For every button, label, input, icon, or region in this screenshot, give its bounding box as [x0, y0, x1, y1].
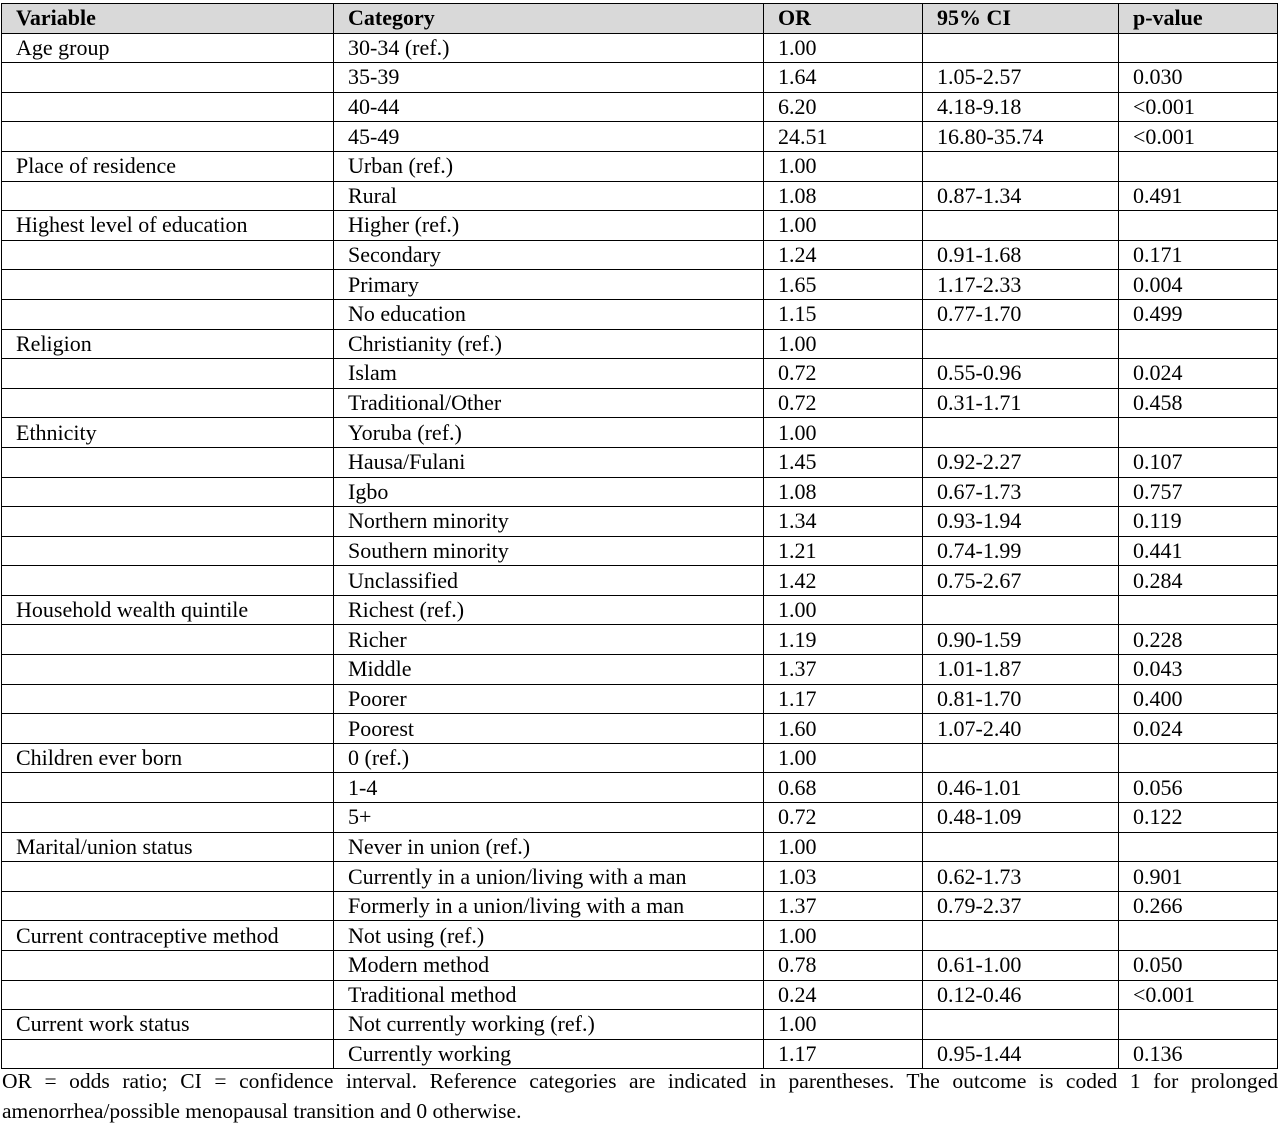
table-row	[2, 240, 1278, 270]
table-row	[2, 832, 1278, 862]
cell-variable	[2, 388, 334, 418]
cell-variable: Children ever born	[2, 743, 334, 773]
cell-or: 0.78	[764, 951, 923, 981]
cell-variable	[2, 714, 334, 744]
cell-ci	[923, 595, 1119, 625]
cell-p-value: 0.266	[1119, 891, 1278, 921]
cell-category: 1-4	[334, 773, 764, 803]
cell-ci: 0.91-1.68	[923, 240, 1119, 270]
cell-variable	[2, 773, 334, 803]
table-row	[2, 921, 1278, 951]
cell-category: Hausa/Fulani	[334, 447, 764, 477]
table-row	[2, 714, 1278, 744]
cell-p-value: 0.136	[1119, 1039, 1278, 1069]
cell-category: Poorer	[334, 684, 764, 714]
cell-p-value	[1119, 211, 1278, 241]
cell-category: Secondary	[334, 240, 764, 270]
cell-or: 1.34	[764, 507, 923, 537]
table-row	[2, 388, 1278, 418]
table-row	[2, 181, 1278, 211]
header-or: OR	[764, 4, 923, 34]
cell-variable: Household wealth quintile	[2, 595, 334, 625]
cell-ci: 1.07-2.40	[923, 714, 1119, 744]
odds-ratio-table	[1, 3, 1278, 1069]
cell-variable: Current work status	[2, 1010, 334, 1040]
cell-ci: 0.61-1.00	[923, 951, 1119, 981]
cell-p-value: <0.001	[1119, 122, 1278, 152]
table-row	[2, 92, 1278, 122]
cell-variable	[2, 862, 334, 892]
cell-variable	[2, 270, 334, 300]
cell-ci	[923, 211, 1119, 241]
table-footnote: OR = odds ratio; CI = confidence interval. Reference categories are indicated in parentheses. The outcome is coded 1 for prolonged amenorrhea/possible menopausal transition and 0 otherwise.	[2, 1069, 1278, 1123]
table-header-row	[2, 4, 1278, 34]
table-row	[2, 329, 1278, 359]
cell-ci: 0.12-0.46	[923, 980, 1119, 1010]
header-p-value: p-value	[1119, 4, 1278, 34]
cell-ci: 0.90-1.59	[923, 625, 1119, 655]
cell-ci	[923, 418, 1119, 448]
cell-or: 1.00	[764, 418, 923, 448]
cell-variable	[2, 477, 334, 507]
cell-p-value: 0.400	[1119, 684, 1278, 714]
cell-variable	[2, 299, 334, 329]
cell-variable	[2, 92, 334, 122]
cell-p-value: 0.004	[1119, 270, 1278, 300]
table-row	[2, 477, 1278, 507]
cell-ci: 1.05-2.57	[923, 63, 1119, 93]
cell-category: Traditional/Other	[334, 388, 764, 418]
cell-ci	[923, 743, 1119, 773]
cell-ci: 4.18-9.18	[923, 92, 1119, 122]
cell-p-value	[1119, 33, 1278, 63]
cell-p-value	[1119, 418, 1278, 448]
cell-or: 1.00	[764, 595, 923, 625]
cell-category: Not currently working (ref.)	[334, 1010, 764, 1040]
cell-category: Primary	[334, 270, 764, 300]
cell-variable	[2, 891, 334, 921]
cell-ci: 16.80-35.74	[923, 122, 1119, 152]
table-row	[2, 151, 1278, 181]
cell-p-value: 0.441	[1119, 536, 1278, 566]
cell-category: Rural	[334, 181, 764, 211]
cell-category: 5+	[334, 803, 764, 833]
header-category: Category	[334, 4, 764, 34]
cell-variable	[2, 447, 334, 477]
cell-or: 1.00	[764, 211, 923, 241]
cell-or: 1.64	[764, 63, 923, 93]
table-row	[2, 299, 1278, 329]
table-row	[2, 803, 1278, 833]
table-row	[2, 536, 1278, 566]
cell-category: 30-34 (ref.)	[334, 33, 764, 63]
cell-or: 1.60	[764, 714, 923, 744]
cell-ci	[923, 921, 1119, 951]
cell-or: 1.03	[764, 862, 923, 892]
cell-category: Urban (ref.)	[334, 151, 764, 181]
cell-ci	[923, 832, 1119, 862]
cell-ci	[923, 1010, 1119, 1040]
cell-category: Not using (ref.)	[334, 921, 764, 951]
cell-or: 1.00	[764, 151, 923, 181]
cell-category: 35-39	[334, 63, 764, 93]
cell-or: 1.19	[764, 625, 923, 655]
cell-category: Traditional method	[334, 980, 764, 1010]
table-row	[2, 891, 1278, 921]
cell-p-value: 0.119	[1119, 507, 1278, 537]
table-row	[2, 211, 1278, 241]
cell-p-value: 0.171	[1119, 240, 1278, 270]
cell-category: Yoruba (ref.)	[334, 418, 764, 448]
cell-category: No education	[334, 299, 764, 329]
table-row	[2, 980, 1278, 1010]
cell-ci: 1.17-2.33	[923, 270, 1119, 300]
cell-category: Richer	[334, 625, 764, 655]
table-row	[2, 507, 1278, 537]
cell-or: 1.37	[764, 655, 923, 685]
cell-variable	[2, 625, 334, 655]
table-row	[2, 418, 1278, 448]
cell-variable: Marital/union status	[2, 832, 334, 862]
cell-variable	[2, 63, 334, 93]
cell-category: 45-49	[334, 122, 764, 152]
cell-or: 1.21	[764, 536, 923, 566]
cell-p-value	[1119, 329, 1278, 359]
cell-variable: Age group	[2, 33, 334, 63]
cell-variable	[2, 951, 334, 981]
cell-p-value: 0.024	[1119, 359, 1278, 389]
cell-ci: 0.31-1.71	[923, 388, 1119, 418]
cell-or: 1.00	[764, 832, 923, 862]
cell-or: 0.72	[764, 803, 923, 833]
table-row	[2, 655, 1278, 685]
cell-or: 1.00	[764, 743, 923, 773]
cell-ci: 0.77-1.70	[923, 299, 1119, 329]
table-row	[2, 63, 1278, 93]
cell-p-value: 0.030	[1119, 63, 1278, 93]
cell-p-value: <0.001	[1119, 980, 1278, 1010]
table-row	[2, 447, 1278, 477]
cell-category: Currently in a union/living with a man	[334, 862, 764, 892]
cell-variable: Highest level of education	[2, 211, 334, 241]
cell-p-value	[1119, 151, 1278, 181]
cell-or: 1.42	[764, 566, 923, 596]
cell-p-value	[1119, 921, 1278, 951]
cell-or: 1.17	[764, 684, 923, 714]
cell-p-value: 0.024	[1119, 714, 1278, 744]
table-row	[2, 595, 1278, 625]
cell-category: Middle	[334, 655, 764, 685]
cell-ci: 0.79-2.37	[923, 891, 1119, 921]
cell-ci: 0.87-1.34	[923, 181, 1119, 211]
cell-or: 1.00	[764, 1010, 923, 1040]
table-row	[2, 359, 1278, 389]
cell-category: Poorest	[334, 714, 764, 744]
cell-or: 1.00	[764, 329, 923, 359]
cell-or: 0.68	[764, 773, 923, 803]
cell-variable	[2, 980, 334, 1010]
table-row	[2, 270, 1278, 300]
table-row	[2, 1039, 1278, 1069]
cell-variable: Current contraceptive method	[2, 921, 334, 951]
cell-category: Igbo	[334, 477, 764, 507]
cell-or: 6.20	[764, 92, 923, 122]
cell-category: 40-44	[334, 92, 764, 122]
cell-or: 1.00	[764, 921, 923, 951]
cell-variable	[2, 359, 334, 389]
cell-ci: 0.75-2.67	[923, 566, 1119, 596]
cell-or: 1.37	[764, 891, 923, 921]
cell-or: 1.45	[764, 447, 923, 477]
cell-p-value: 0.284	[1119, 566, 1278, 596]
table-row	[2, 951, 1278, 981]
cell-or: 0.24	[764, 980, 923, 1010]
cell-variable	[2, 240, 334, 270]
cell-ci: 0.67-1.73	[923, 477, 1119, 507]
cell-category: Currently working	[334, 1039, 764, 1069]
cell-ci: 0.93-1.94	[923, 507, 1119, 537]
table-row	[2, 862, 1278, 892]
cell-or: 1.24	[764, 240, 923, 270]
cell-ci	[923, 33, 1119, 63]
cell-category: Unclassified	[334, 566, 764, 596]
cell-category: Higher (ref.)	[334, 211, 764, 241]
cell-p-value: 0.757	[1119, 477, 1278, 507]
cell-or: 0.72	[764, 359, 923, 389]
cell-variable	[2, 803, 334, 833]
cell-p-value: 0.458	[1119, 388, 1278, 418]
cell-variable	[2, 507, 334, 537]
cell-p-value	[1119, 743, 1278, 773]
cell-p-value: 0.901	[1119, 862, 1278, 892]
header-variable: Variable	[2, 4, 334, 34]
cell-or: 1.65	[764, 270, 923, 300]
cell-p-value	[1119, 595, 1278, 625]
cell-ci: 0.74-1.99	[923, 536, 1119, 566]
cell-or: 24.51	[764, 122, 923, 152]
cell-category: Formerly in a union/living with a man	[334, 891, 764, 921]
cell-variable	[2, 122, 334, 152]
cell-variable	[2, 684, 334, 714]
cell-or: 1.15	[764, 299, 923, 329]
cell-ci	[923, 329, 1119, 359]
cell-ci: 0.95-1.44	[923, 1039, 1119, 1069]
cell-ci: 0.55-0.96	[923, 359, 1119, 389]
cell-or: 1.17	[764, 1039, 923, 1069]
cell-p-value: 0.122	[1119, 803, 1278, 833]
cell-category: Never in union (ref.)	[334, 832, 764, 862]
cell-ci: 0.48-1.09	[923, 803, 1119, 833]
cell-p-value: 0.228	[1119, 625, 1278, 655]
cell-variable	[2, 566, 334, 596]
cell-ci: 1.01-1.87	[923, 655, 1119, 685]
cell-variable	[2, 536, 334, 566]
cell-variable: Ethnicity	[2, 418, 334, 448]
cell-ci: 0.62-1.73	[923, 862, 1119, 892]
cell-or: 1.08	[764, 477, 923, 507]
cell-category: Modern method	[334, 951, 764, 981]
cell-category: Richest (ref.)	[334, 595, 764, 625]
table-row	[2, 566, 1278, 596]
cell-or: 1.08	[764, 181, 923, 211]
cell-p-value: 0.499	[1119, 299, 1278, 329]
table-body	[2, 33, 1278, 1069]
cell-category: 0 (ref.)	[334, 743, 764, 773]
cell-p-value: 0.107	[1119, 447, 1278, 477]
cell-variable	[2, 181, 334, 211]
cell-or: 1.00	[764, 33, 923, 63]
cell-p-value	[1119, 1010, 1278, 1040]
cell-variable: Religion	[2, 329, 334, 359]
cell-or: 0.72	[764, 388, 923, 418]
cell-p-value: 0.043	[1119, 655, 1278, 685]
cell-category: Northern minority	[334, 507, 764, 537]
cell-category: Christianity (ref.)	[334, 329, 764, 359]
cell-ci: 0.92-2.27	[923, 447, 1119, 477]
cell-variable: Place of residence	[2, 151, 334, 181]
cell-p-value: 0.491	[1119, 181, 1278, 211]
cell-variable	[2, 1039, 334, 1069]
cell-p-value: 0.050	[1119, 951, 1278, 981]
header-ci: 95% CI	[923, 4, 1119, 34]
table-row	[2, 773, 1278, 803]
cell-ci: 0.81-1.70	[923, 684, 1119, 714]
cell-p-value	[1119, 832, 1278, 862]
table-row	[2, 684, 1278, 714]
table-row	[2, 743, 1278, 773]
cell-category: Islam	[334, 359, 764, 389]
cell-variable	[2, 655, 334, 685]
table-row	[2, 122, 1278, 152]
table-row	[2, 33, 1278, 63]
cell-p-value: <0.001	[1119, 92, 1278, 122]
table-row	[2, 625, 1278, 655]
table-row	[2, 1010, 1278, 1040]
cell-p-value: 0.056	[1119, 773, 1278, 803]
cell-ci: 0.46-1.01	[923, 773, 1119, 803]
cell-category: Southern minority	[334, 536, 764, 566]
results-table-container	[1, 3, 1277, 1069]
cell-ci	[923, 151, 1119, 181]
